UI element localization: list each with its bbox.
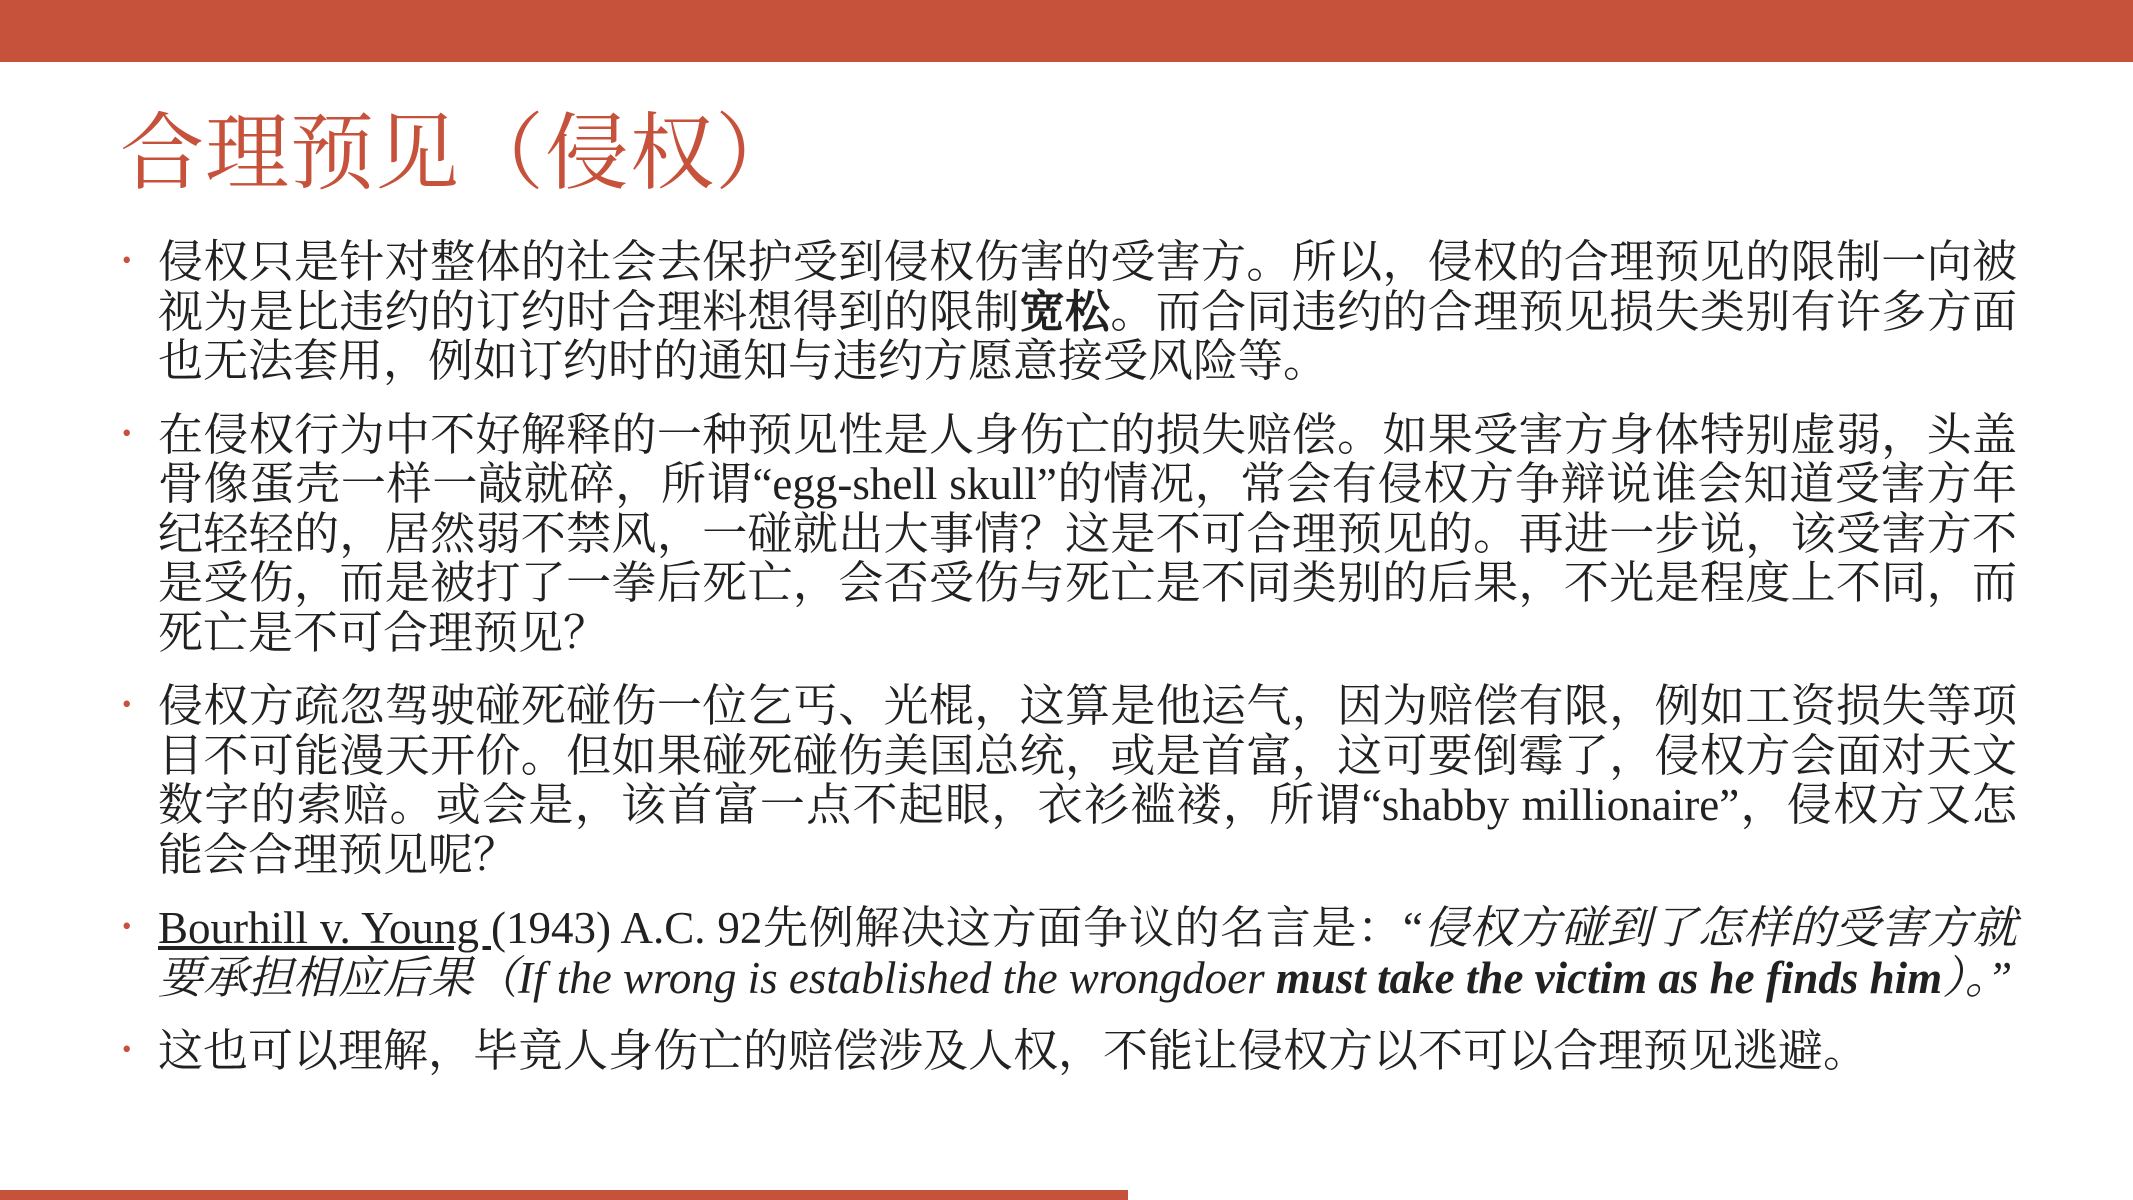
- bottom-accent-bar: [0, 1190, 1128, 1200]
- text-run-bold: 宽松: [1019, 286, 1111, 337]
- text-run: 。而合同违约的合理预见损失类别有许多方面也无法套用，例如订约时的通知与违约方愿意接受风险等。: [158, 286, 2017, 386]
- text-run-italic: ）。”: [1942, 952, 2013, 1003]
- text-run: 侵权方疏忽驾驶碰死碰伤一位乞丐、光棍，这算是他运气，因为赔偿有限，例如工资损失等项目不可能漫天开价。但如果碰死碰伤美国总统，或是首富，这可要倒霉了，侵权方会面对天文数字的索赔。或会是，该首富一点不起眼，衣衫褴褛，所谓“shabby millionaire”，侵权方又怎能会合理预见呢？: [158, 681, 2017, 880]
- text-run-case-citation: Bourhill v. Young: [158, 903, 492, 953]
- slide-title: 合理预见（侵权）: [120, 108, 801, 201]
- text-run: (1943) A.C. 92先例解决这方面争议的名言是：“: [491, 903, 1423, 953]
- top-accent-bar: [0, 0, 2133, 62]
- text-run-bold-italic: must take the victim as he finds him: [1275, 952, 1943, 1003]
- text-run: 这也可以理解，毕竟人身伤亡的赔偿涉及人权，不能让侵权方以不可以合理预见逃避。: [158, 1026, 1869, 1076]
- bullet-item-5: [122, 1027, 2017, 1077]
- bullet-item-2: [122, 411, 2017, 659]
- text-run: 在侵权行为中不好解释的一种预见性是人身伤亡的损失赔偿。如果受害方身体特别虚弱，头盖骨像蛋壳一样一敲就碎，所谓“egg-shell skull”的情况，常会有侵权方争辩说谁会知道受害方年纪轻轻的，居然弱不禁风，一碰就出大事情？这是不可合理预见的。再进一步说，该受害方不是受伤，而是被打了一拳后死亡，会否受伤与死亡是不同类别的后果，不光是程度上不同，而死亡是不可合理预见？: [158, 409, 2017, 658]
- bullet-list: [122, 238, 2017, 1101]
- bullet-item-4: [122, 904, 2017, 1003]
- bullet-item-1: [122, 238, 2017, 387]
- text-run: 侵权只是针对整体的社会去保护受到侵权伤害的受害方。所以，侵权的合理预见的限制一向被视为是比违约的订约时合理料想得到的限制: [158, 237, 2017, 337]
- bullet-item-3: [122, 682, 2017, 880]
- text-run-italic: 侵权方碰到了怎样的受害方就要承担相应后果（If the wrong is established the wrongdoer: [158, 903, 2017, 1003]
